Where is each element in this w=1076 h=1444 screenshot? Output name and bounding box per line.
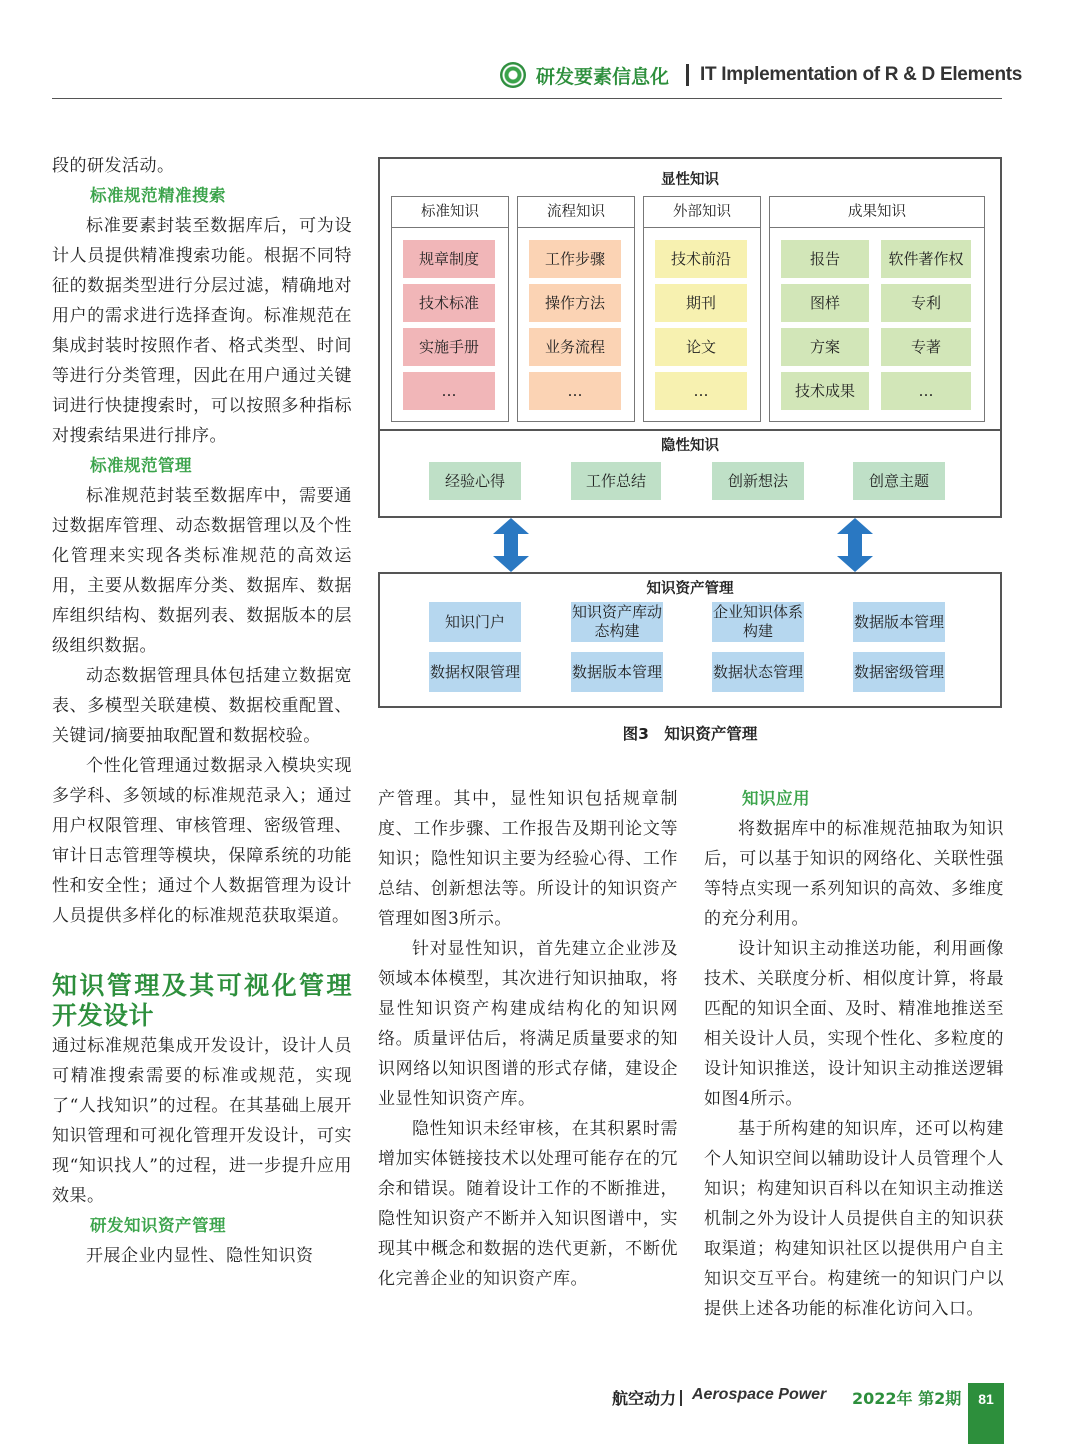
double-arrow-icon: [493, 518, 529, 572]
paragraph: 开展企业内显性、隐性知识资: [86, 1246, 314, 1266]
knowledge-item: 专著: [881, 328, 971, 366]
knowledge-item: 工作步骤: [529, 240, 621, 278]
knowledge-item: 实施手册: [403, 328, 495, 366]
asset-item: 数据密级管理: [853, 652, 945, 692]
asset-item: 企业知识体系构建: [712, 603, 803, 640]
asset-item: 知识门户: [429, 602, 521, 642]
category-title: 流程知识: [518, 197, 634, 228]
category-title: 成果知识: [770, 197, 984, 228]
header-separator: [686, 64, 689, 86]
text-column-3: [704, 784, 1004, 1324]
header-title-cn: 研发要素信息化: [536, 66, 670, 88]
knowledge-item: 规章制度: [403, 240, 495, 278]
implicit-item: 工作总结: [571, 462, 661, 500]
journal-logo-icon: [500, 62, 526, 88]
section-title: 知识管理及其可视化管理开发设计: [52, 971, 352, 1030]
knowledge-item: 论文: [655, 328, 747, 366]
knowledge-item: 报告: [781, 240, 869, 278]
paragraph: 针对显性知识，首先建立企业涉及领域本体模型，其次进行知识抽取，将显性知识资产构建成结构化的知识网络。质量评估后，将满足质量要求的知识网络以知识图谱的形式存储，建设企业显性知识资产库。: [378, 939, 678, 1109]
knowledge-item: 业务流程: [529, 328, 621, 366]
paragraph: 基于所构建的知识库，还可以构建个人知识空间以辅助设计人员管理个人知识；构建知识百科以在知识主动推送机制之外为设计人员提供自主的知识获取渠道；构建知识社区以提供用户自主知识交互平台。构建统一的知识门户以提供上述各功能的标准化访问入口。: [704, 1119, 1004, 1319]
paragraph: 隐性知识未经审核，在其积累时需增加实体链接技术以处理可能存在的冗余和错误。随着设计工作的不断推进，隐性知识资产不断并入知识图谱中，实现其中概念和数据的迭代更新，不断优化完善企业的知识资产库。: [378, 1119, 678, 1289]
paragraph: 通过标准规范集成开发设计，设计人员可精准搜索需要的标准或规范，实现了“人找知识”的过程。在其基础上展开知识管理和可视化管理开发设计，可实现“知识找人”的过程，进一步提升应用效果。: [52, 1036, 352, 1206]
paragraph: 个性化管理通过数据录入模块实现多学科、多领域的标准规范录入；通过用户权限管理、审核管理、密级管理、审计日志管理等模块，保障系统的功能性和安全性；通过个人数据管理为设计人员提供多样化的标准规范获取渠道。: [52, 756, 352, 926]
paragraph: 标准要素封装至数据库后，可为设计人员提供精准搜索功能。根据不同特征的数据类型进行分层过滤，精确地对用户的需求进行选择查询。标准规范在集成封装时按照作者、格式类型、时间等进行分类管理，因此在用户通过关键词进行快捷搜索时，可以按照多种指标对搜索结果进行排序。: [52, 216, 352, 446]
implicit-item: 创意主题: [853, 462, 945, 500]
asset-item: 知识资产库动态构建: [571, 603, 662, 640]
implicit-knowledge-title: 隐性知识: [661, 438, 719, 454]
subheading: 研发知识资产管理: [90, 1216, 226, 1235]
subheading: 标准规范管理: [90, 456, 192, 475]
implicit-item: 创新想法: [712, 462, 804, 500]
knowledge-item: 专利: [881, 284, 971, 322]
knowledge-item: 方案: [781, 328, 869, 366]
knowledge-item: …: [403, 372, 495, 410]
text-column-2: [378, 784, 678, 1294]
knowledge-item: …: [881, 372, 971, 410]
header-rule: [52, 98, 1002, 99]
asset-item: 数据版本管理: [853, 602, 945, 642]
footer-journal-en: Aerospace Power: [692, 1386, 827, 1403]
asset-item: 数据状态管理: [712, 652, 804, 692]
subheading: 知识应用: [742, 789, 810, 808]
divider: [378, 429, 1002, 431]
knowledge-item: 软件著作权: [881, 240, 971, 278]
paragraph: 设计知识主动推送功能，利用画像技术、关联度分析、相似度计算，将最匹配的知识全面、及时、精准地推送至相关设计人员，实现个性化、多粒度的设计知识推送，设计知识主动推送逻辑如图4所示。: [704, 939, 1004, 1109]
paragraph: 标准规范封装至数据库中，需要通过数据库管理、动态数据管理以及个性化管理来实现各类标准规范的高效运用，主要从数据库分类、数据库、数据库组织结构、数据列表、数据版本的层级组织数据。: [52, 486, 352, 656]
category-title: 外部知识: [644, 197, 760, 228]
knowledge-item: 技术前沿: [655, 240, 747, 278]
knowledge-item: 技术标准: [403, 284, 495, 322]
knowledge-item: …: [655, 372, 747, 410]
knowledge-item: 期刊: [655, 284, 747, 322]
paragraph: 将数据库中的标准规范抽取为知识后，可以基于知识的网络化、关联性强等特点实现一系列知识的高效、多维度的充分利用。: [704, 819, 1004, 929]
category-title: 标准知识: [392, 197, 508, 228]
paragraph: 产管理。其中，显性知识包括规章制度、工作步骤、工作报告及期刊论文等知识；隐性知识主要为经验心得、工作总结、创新想法等。所设计的知识资产管理如图3所示。: [378, 789, 678, 929]
implicit-item: 经验心得: [429, 462, 521, 500]
knowledge-item: …: [529, 372, 621, 410]
footer-issue: 2022年 第2期: [852, 1389, 962, 1408]
double-arrow-icon: [837, 518, 873, 572]
knowledge-item: 操作方法: [529, 284, 621, 322]
knowledge-item: 技术成果: [781, 372, 869, 410]
page-number: 81: [968, 1383, 1004, 1444]
asset-item: 数据权限管理: [429, 652, 521, 692]
text-column-1: [52, 151, 352, 1271]
header-title-en: IT Implementation of R & D Elements: [700, 64, 1023, 85]
footer-separator: [680, 1390, 682, 1406]
knowledge-item: 图样: [781, 284, 869, 322]
paragraph: 动态数据管理具体包括建立数据宽表、多模型关联建模、数据校重配置、关键词/摘要抽取配置和数据校验。: [52, 666, 352, 746]
figure-caption: 图3 知识资产管理: [622, 725, 758, 743]
paragraph: 段的研发活动。: [52, 156, 175, 176]
explicit-knowledge-title: 显性知识: [661, 172, 719, 188]
footer-journal-cn: 航空动力: [612, 1389, 677, 1408]
subheading: 标准规范精准搜索: [90, 186, 226, 205]
asset-item: 数据版本管理: [571, 652, 663, 692]
asset-management-title: 知识资产管理: [646, 581, 734, 597]
